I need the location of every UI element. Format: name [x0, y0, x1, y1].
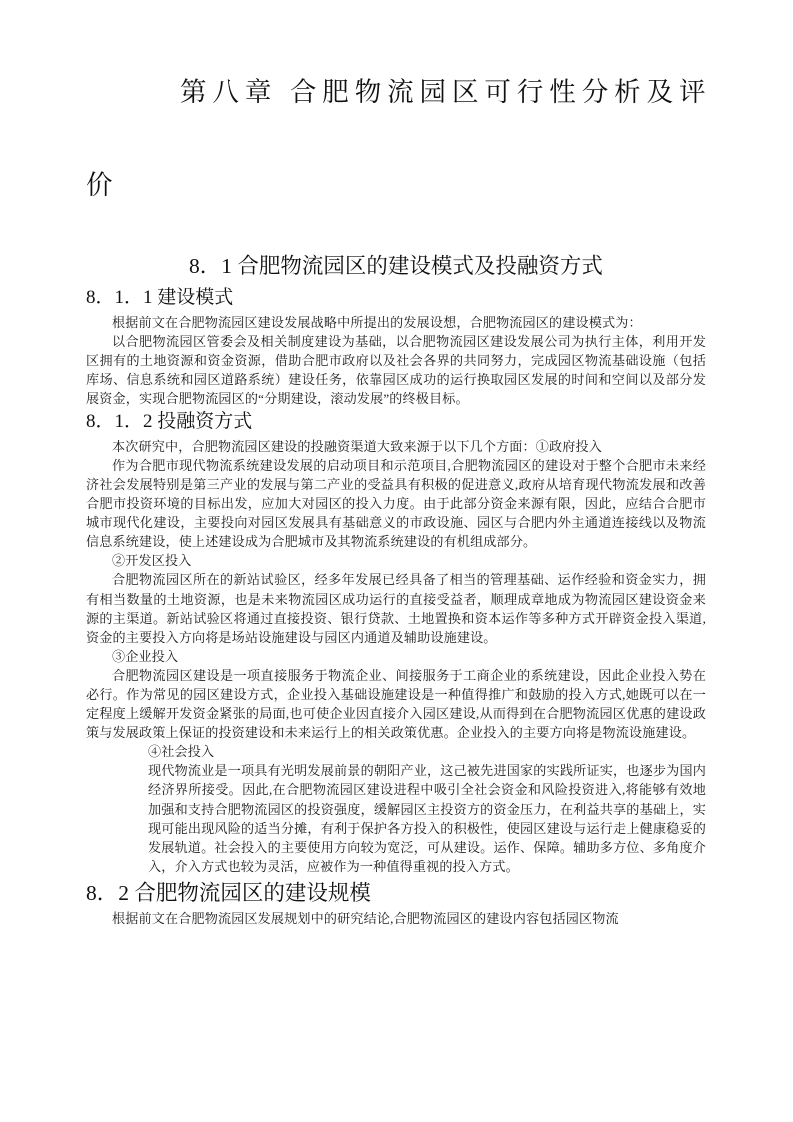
section-heading-8-1: 8．1 合肥物流园区的建设模式及投融资方式 — [189, 254, 603, 279]
section-heading-8-2: 8．2 合肥物流园区的建设规模 — [86, 880, 371, 905]
page-title-line-2: 价 — [86, 169, 113, 200]
paragraph: 本次研究中，合肥物流园区建设的投融资渠道大致来源于以下几个方面：①政府投入 — [112, 438, 603, 454]
list-marker-3: ③企业投入 — [112, 648, 179, 664]
page-content — [86, 0, 706, 928]
list-marker-4: ④社会投入 — [148, 744, 215, 760]
page-title-line-1: 第八章 合肥物流园区可行性分析及评 — [180, 77, 706, 107]
paragraph: 根据前文在合肥物流园区建设发展战略中所提出的发展设想，合肥物流园区的建设模式为： — [112, 314, 642, 330]
subsection-heading-8-1-1: 8．1．1 建设模式 — [86, 286, 234, 308]
paragraph: 作为合肥市现代物流系统建设发展的启动项目和示范项目,合肥物流园区的建设对于整个合肥市未来经济社会发展特别是第三产业的发展与第二产业的受益具有积极的促进意义,政府从培育现代物流发展和改善合肥市投资环境的目标出发，应加大对园区的投入力度。由于此部分资金来源有限，因此，应结合合肥市城市现代化建设，主要投向对园区发展具有基础意义的市政设施、园区与合肥内外主通道连接线以及物流信息系统建设，使上述建设成为合肥城市及其物流系统建设的有机组成部分。 — [86, 457, 706, 550]
list-marker-2: ②开发区投入 — [112, 553, 192, 569]
paragraph: 根据前文在合肥物流园区发展规划中的研究结论,合肥物流园区的建设内容包括园区物流 — [112, 911, 619, 927]
paragraph: 合肥物流园区所在的新站试验区，经多年发展已经具备了相当的管理基础、运作经验和资金实力，拥有相当数量的土地资源，也是未来物流园区成功运行的直接受益者，顺理成章地成为物流园区建设资金来源的主渠道。新站试验区将通过直接投资、银行贷款、土地置换和资本运作等多种方式开辟资金投入渠道,资金的主要投入方向将是场站设施建设与园区内通道及辅助设施建设。 — [86, 572, 706, 645]
paragraph: 现代物流业是一项具有光明发展前景的朝阳产业，这己被先进国家的实践所证实，也逐步为国内经济界所接受。因此,在合肥物流园区建设进程中吸引全社会资金和风险投资进入,将能够有效地加强和支持合肥物流园区的投资强度，缓解园区主投资方的资金压力，在利益共享的基础上，实现可能出现风险的适当分摊，有利于保护各方投入的积极性，使园区建设与运行走上健康稳妥的发展轨道。社会投入的主要使用方向较为宽泛，可从建设。运作、保障。辅助多方位、多角度介入，介入方式也较为灵活，应被作为一种值得重视的投入方式。 — [148, 763, 706, 874]
page-title — [86, 0, 706, 200]
subsection-heading-8-1-2: 8．1．2 投融资方式 — [86, 410, 253, 432]
social-investment-block — [148, 742, 706, 876]
paragraph: 合肥物流园区建设是一项直接服务于物流企业、间接服务于工商企业的系统建设，因此企业投入势在必行。作为常见的园区建设方式，企业投入基础设施建设是一种值得推广和鼓励的投入方式,她既可以在一定程度上缓解开发资金紧张的局面,也可使企业因直接介入园区建设,从而得到在合肥物流园区优惠的建设政策与发展政策上保证的投资建设和未来运行上的相关政策优惠。企业投入的主要方向将是物流设施建设。 — [86, 667, 706, 741]
paragraph: 以合肥物流园区管委会及相关制度建设为基础，以合肥物流园区建设发展公司为执行主体，利用开发区拥有的土地资源和资金资源，借助合肥市政府以及社会各界的共同努力，完成园区物流基础设施（包括库场、信息系统和园区道路系统）建设任务，依靠园区成功的运行换取园区发展的时间和空间以及部分发展资金，实现合肥物流园区的“分期建设，滚动发展”的终极目标。 — [86, 333, 706, 406]
